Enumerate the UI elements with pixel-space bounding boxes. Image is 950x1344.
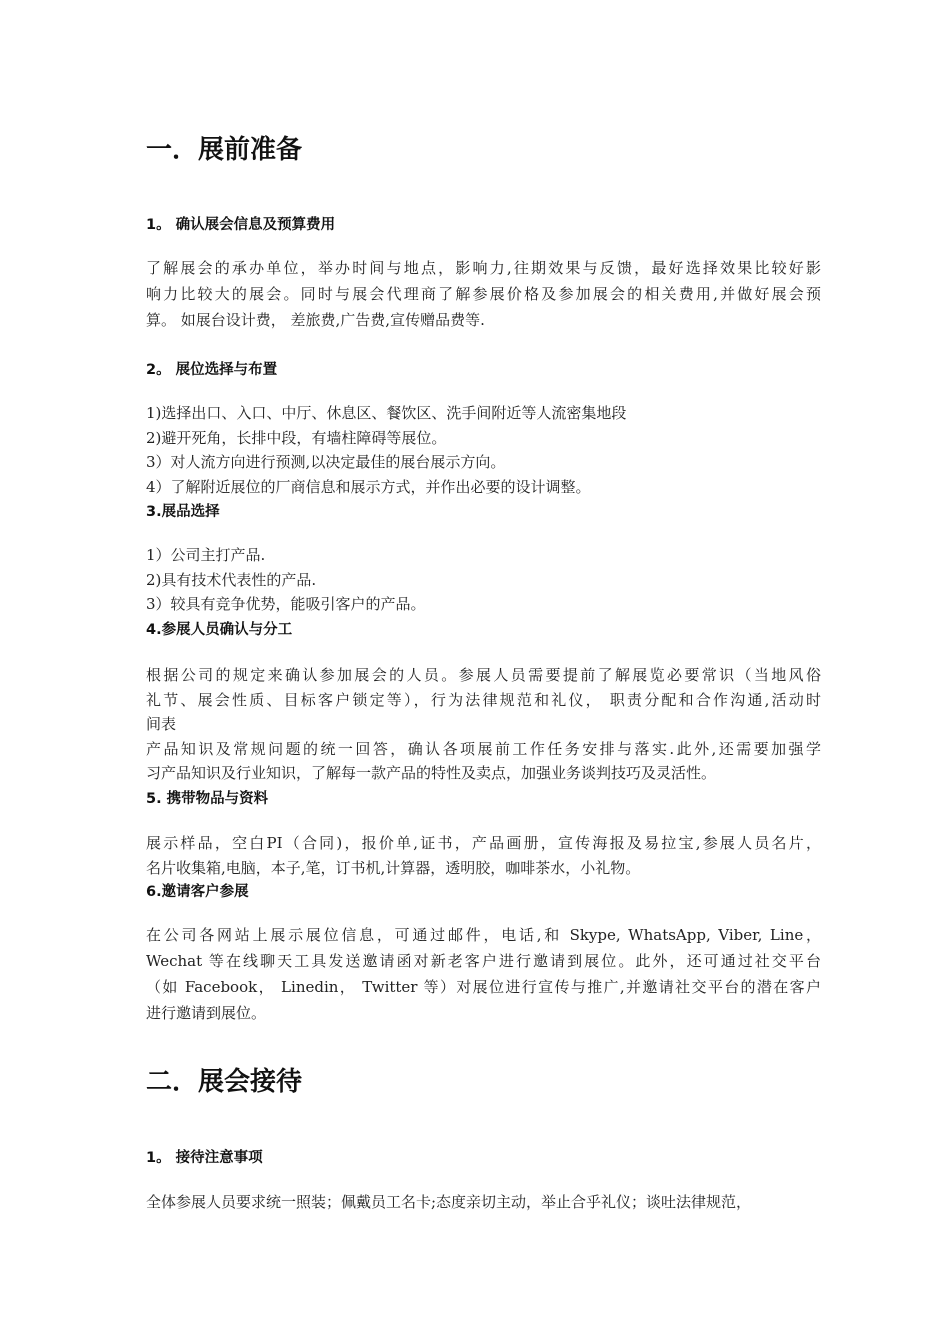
text-line: 1)选择出口、入口、中厅、休息区、餐饮区、洗手间附近等人流密集地段 — [146, 404, 627, 422]
text-line: 根据公司的规定来确认参加展会的人员。参展人员需要提前了解展览必要常识（当地风俗 — [146, 666, 821, 684]
paragraph-reception-notes — [146, 1189, 826, 1215]
text-line: 了解展会的承办单位，举办时间与地点，影响力,往期效果与反馈，最好选择效果比较好影 — [146, 259, 821, 277]
text-line: 4）了解附近展位的厂商信息和展示方式，并作出必要的设计调整。 — [146, 477, 591, 496]
text-line: 算。 如展台设计费， 差旅费,广告费,宣传赠品费等. — [146, 311, 485, 329]
heading-booth-selection: 2。 展位选择与布置 — [146, 362, 278, 378]
paragraph-staff-assignment — [146, 663, 826, 786]
heading-budget: 1。 确认展会信息及预算费用 — [146, 217, 336, 233]
heading-reception-notes: 1。 接待注意事项 — [146, 1150, 263, 1166]
text-line: 2)避开死角，长排中段，有墙柱障碍等展位。 — [146, 428, 447, 447]
text-line: 间表 — [146, 715, 177, 733]
paragraph-product-selection — [146, 543, 826, 617]
section-title-exhibition-preparation: 一．展前准备 — [146, 135, 303, 165]
text-line: 名片收集箱,电脑，本子,笔，订书机,计算器，透明胶，咖啡茶水，小礼物。 — [146, 858, 641, 877]
text-line: 产品知识及常规问题的统一回答，确认各项展前工作任务安排与落实.此外,还需要加强学 — [146, 739, 821, 758]
text-line: 进行邀请到展位。 — [146, 1004, 267, 1022]
heading-product-selection: 3.展品选择 — [146, 504, 220, 520]
paragraph-invite-customers — [146, 922, 826, 1026]
paragraph-budget — [146, 255, 826, 333]
text-line: 3）对人流方向进行预测,以决定最佳的展台展示方向。 — [146, 453, 506, 471]
text-line: 在公司各网站上展示展位信息，可通过邮件，电话,和 Skype, WhatsApp, Viber, Line， — [146, 926, 821, 944]
text-line: 3）较具有竞争优势，能吸引客户的产品。 — [146, 595, 426, 613]
text-line: 全体参展人员要求统一照装；佩戴员工名卡;态度亲切主动，举止合乎礼仪；谈吐法律规范， — [146, 1193, 752, 1211]
text-line: 1）公司主打产品. — [146, 546, 266, 564]
heading-invite-customers: 6.邀请客户参展 — [146, 884, 249, 900]
heading-staff-assignment: 4.参展人员确认与分工 — [146, 622, 293, 638]
text-line: （如 Facebook， Linedin， Twitter 等）对展位进行宣传与推广,并邀请社交平台的潜在客户 — [146, 978, 821, 996]
paragraph-booth-selection — [146, 401, 826, 499]
text-line: 习产品知识及行业知识，了解每一款产品的特性及卖点，加强业务谈判技巧及灵活性。 — [146, 764, 717, 782]
text-line: 礼节、展会性质、目标客户锁定等），行为法律规范和礼仪， 职责分配和合作沟通,活动时 — [146, 690, 821, 709]
paragraph-materials — [146, 831, 826, 880]
text-line: 响力比较大的展会。同时与展会代理商了解参展价格及参加展会的相关费用,并做好展会预 — [146, 285, 821, 303]
text-line: 展示样品，空白PI（合同)，报价单,证书，产品画册，宣传海报及易拉宝,参展人员名片， — [146, 834, 821, 852]
section-title-exhibition-reception: 二．展会接待 — [146, 1067, 303, 1097]
text-line: Wechat 等在线聊天工具发送邀请函对新老客户进行邀请到展位。此外，还可通过社交平台 — [146, 952, 821, 970]
heading-materials: 5. 携带物品与资料 — [146, 791, 269, 807]
text-line: 2)具有技术代表性的产品. — [146, 570, 317, 589]
